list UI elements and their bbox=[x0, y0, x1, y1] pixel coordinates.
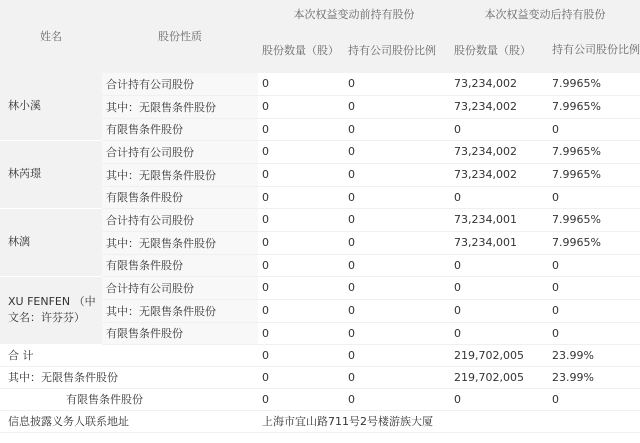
after-qty: 0 bbox=[450, 118, 548, 140]
after-pct: 0 bbox=[548, 276, 640, 299]
after-pct: 0 bbox=[548, 322, 640, 344]
before-pct: 0 bbox=[344, 322, 450, 344]
share-nature: 合计持有公司股份 bbox=[102, 140, 258, 163]
before-pct: 0 bbox=[344, 163, 450, 186]
before-pct: 0 bbox=[344, 254, 450, 276]
before-qty: 0 bbox=[258, 276, 344, 299]
table-row bbox=[0, 208, 640, 231]
before-qty: 0 bbox=[258, 254, 344, 276]
share-nature: 有限售条件股份 bbox=[102, 254, 258, 276]
header-before-qty: 股份数量（股） bbox=[258, 28, 344, 72]
table-row bbox=[0, 140, 640, 163]
share-nature: 有限售条件股份 bbox=[102, 322, 258, 344]
before-pct: 0 bbox=[344, 231, 450, 254]
after-qty: 0 bbox=[450, 322, 548, 344]
before-qty: 0 bbox=[258, 299, 344, 322]
after-qty: 73,234,002 bbox=[450, 163, 548, 186]
after-pct: 7.9965% bbox=[548, 72, 640, 95]
after-qty: 0 bbox=[450, 186, 548, 208]
share-nature: 有限售条件股份 bbox=[102, 118, 258, 140]
after-qty: 0 bbox=[450, 254, 548, 276]
after-pct: 23.99% bbox=[548, 366, 640, 388]
holder-name: 林小溪 bbox=[0, 72, 102, 140]
before-pct: 0 bbox=[344, 118, 450, 140]
table-row bbox=[0, 72, 640, 95]
after-qty: 219,702,005 bbox=[450, 344, 548, 366]
share-nature: 其中：无限售条件股份 bbox=[102, 231, 258, 254]
after-pct: 0 bbox=[548, 254, 640, 276]
after-qty: 0 bbox=[450, 276, 548, 299]
before-pct: 0 bbox=[344, 140, 450, 163]
header-after-group: 本次权益变动后持有股份 bbox=[450, 0, 640, 28]
before-qty: 0 bbox=[258, 72, 344, 95]
header-before-pct: 持有公司股份比例 bbox=[344, 28, 450, 72]
before-qty: 0 bbox=[258, 231, 344, 254]
before-qty: 0 bbox=[258, 140, 344, 163]
after-pct: 7.9965% bbox=[548, 140, 640, 163]
share-nature: 合计持有公司股份 bbox=[102, 72, 258, 95]
after-pct: 7.9965% bbox=[548, 208, 640, 231]
header-after-pct: 持有公司股份比例 bbox=[548, 28, 640, 72]
before-pct: 0 bbox=[344, 72, 450, 95]
header-name: 姓名 bbox=[0, 0, 102, 72]
after-pct: 23.99% bbox=[548, 344, 640, 366]
before-pct: 0 bbox=[344, 276, 450, 299]
before-pct: 0 bbox=[344, 95, 450, 118]
holder-name: 林漓 bbox=[0, 208, 102, 276]
share-nature: 其中：无限售条件股份 bbox=[102, 95, 258, 118]
before-pct: 0 bbox=[344, 388, 450, 410]
contact-label: 信息披露义务人联系地址 bbox=[0, 410, 258, 432]
after-qty: 73,234,002 bbox=[450, 72, 548, 95]
before-pct: 0 bbox=[344, 366, 450, 388]
total-row bbox=[0, 388, 640, 410]
header-row-1 bbox=[0, 0, 640, 28]
after-qty: 73,234,001 bbox=[450, 231, 548, 254]
after-pct: 0 bbox=[548, 299, 640, 322]
total-row bbox=[0, 344, 640, 366]
holder-name: 林芮璟 bbox=[0, 140, 102, 208]
share-nature: 合计持有公司股份 bbox=[102, 208, 258, 231]
before-qty: 0 bbox=[258, 163, 344, 186]
table-row bbox=[0, 276, 640, 299]
before-qty: 0 bbox=[258, 322, 344, 344]
total-row bbox=[0, 366, 640, 388]
after-pct: 0 bbox=[548, 118, 640, 140]
before-qty: 0 bbox=[258, 118, 344, 140]
after-pct: 0 bbox=[548, 388, 640, 410]
header-after-qty: 股份数量（股） bbox=[450, 28, 548, 72]
before-qty: 0 bbox=[258, 186, 344, 208]
share-nature: 其中：无限售条件股份 bbox=[102, 163, 258, 186]
before-qty: 0 bbox=[258, 344, 344, 366]
before-pct: 0 bbox=[344, 299, 450, 322]
contact-address: 上海市宜山路711号2号楼游族大厦 bbox=[258, 410, 640, 432]
share-nature: 合计持有公司股份 bbox=[102, 276, 258, 299]
header-before-group: 本次权益变动前持有股份 bbox=[258, 0, 450, 28]
before-pct: 0 bbox=[344, 186, 450, 208]
after-pct: 0 bbox=[548, 186, 640, 208]
before-qty: 0 bbox=[258, 208, 344, 231]
total-label: 合 计 bbox=[0, 344, 258, 366]
after-pct: 7.9965% bbox=[548, 163, 640, 186]
before-qty: 0 bbox=[258, 366, 344, 388]
after-qty: 0 bbox=[450, 388, 548, 410]
after-qty: 73,234,001 bbox=[450, 208, 548, 231]
after-qty: 73,234,002 bbox=[450, 140, 548, 163]
after-pct: 7.9965% bbox=[548, 95, 640, 118]
total-label: 其中：无限售条件股份 bbox=[0, 366, 258, 388]
before-qty: 0 bbox=[258, 388, 344, 410]
after-qty: 0 bbox=[450, 299, 548, 322]
after-qty: 219,702,005 bbox=[450, 366, 548, 388]
before-pct: 0 bbox=[344, 208, 450, 231]
after-qty: 73,234,002 bbox=[450, 95, 548, 118]
before-qty: 0 bbox=[258, 95, 344, 118]
contact-row bbox=[0, 410, 640, 432]
holder-name: XU FENFEN （中文名：许芬芬） bbox=[0, 276, 102, 344]
share-nature: 有限售条件股份 bbox=[102, 186, 258, 208]
total-label: 有限售条件股份 bbox=[0, 388, 258, 410]
header-nature: 股份性质 bbox=[102, 0, 258, 72]
share-nature: 其中：无限售条件股份 bbox=[102, 299, 258, 322]
before-pct: 0 bbox=[344, 344, 450, 366]
after-pct: 7.9965% bbox=[548, 231, 640, 254]
